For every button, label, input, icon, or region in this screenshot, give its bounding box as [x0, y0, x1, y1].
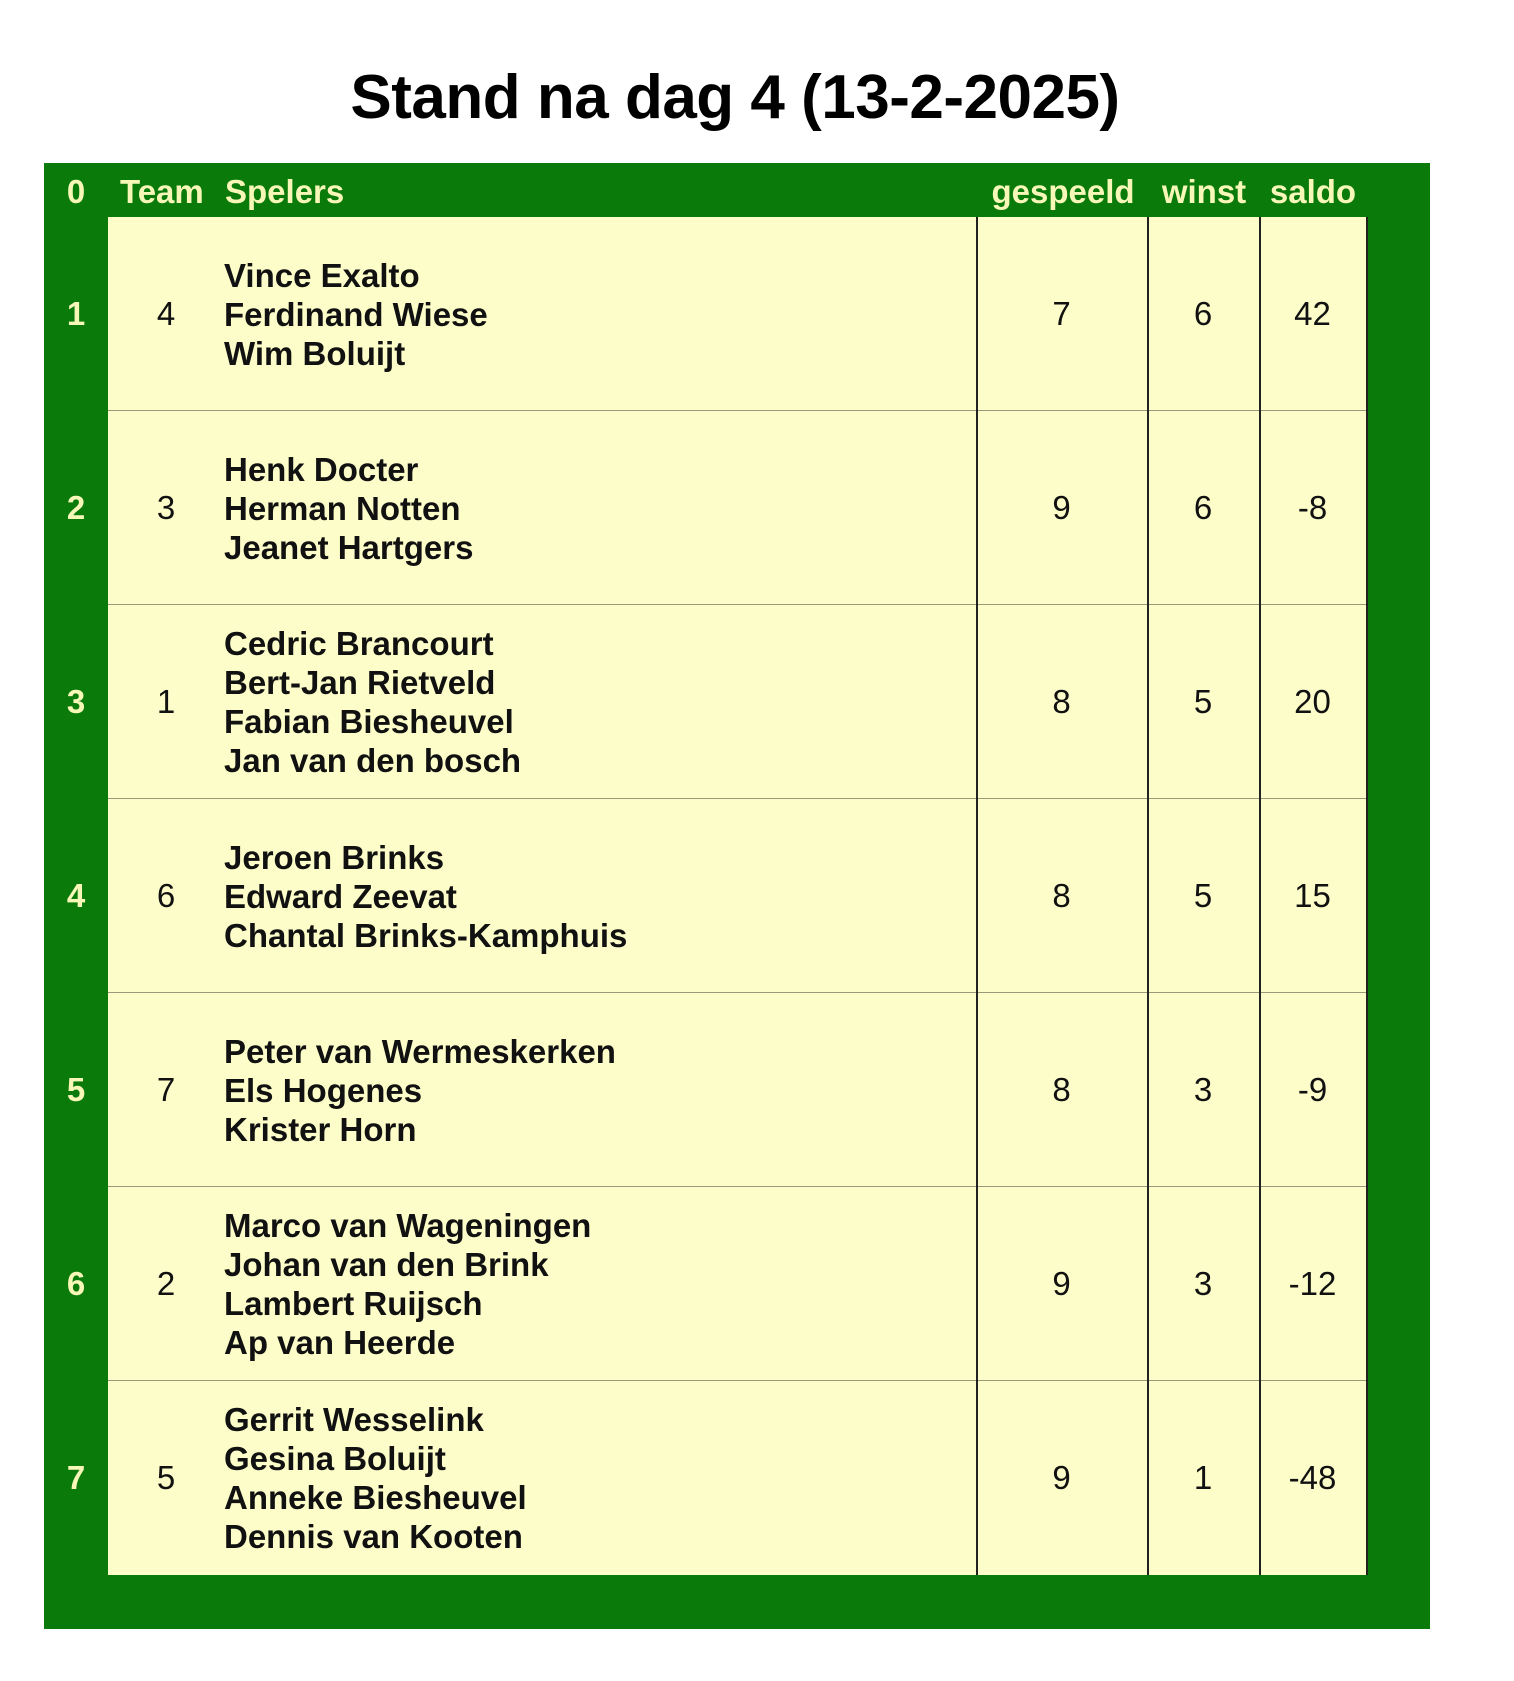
page-title: Stand na dag 4 (13-2-2025) [350, 63, 1120, 132]
player-name: Gerrit Wesselink [224, 1401, 484, 1438]
player-name: Vince Exalto [224, 256, 420, 294]
rank-number: 6 [66, 1265, 86, 1302]
player-name: Ap van Heerde [224, 1324, 456, 1361]
team-number: 1 [156, 683, 176, 720]
rank-number: 3 [66, 683, 86, 720]
point-balance: 42 [1294, 295, 1331, 332]
wins-count: 5 [1193, 877, 1213, 914]
player-list [224, 411, 473, 605]
player-name: Gesina Boluijt [224, 1440, 446, 1477]
table-row [108, 605, 1366, 799]
column-divider [1366, 217, 1368, 1575]
player-name: Wim Boluijt [224, 334, 406, 372]
games-played: 9 [1052, 1459, 1071, 1496]
player-list [224, 993, 616, 1187]
point-balance: -9 [1297, 1071, 1328, 1108]
player-name: Edward Zeevat [224, 877, 457, 915]
column-divider [1147, 217, 1149, 1575]
player-name: Jeanet Hartgers [224, 528, 474, 566]
player-name: Jan van den bosch [224, 742, 522, 779]
player-name: Krister Horn [224, 1110, 417, 1148]
point-balance: -8 [1297, 489, 1328, 526]
player-name: Fabian Biesheuvel [224, 703, 514, 740]
player-name: Ferdinand Wiese [224, 295, 488, 333]
wins-count: 3 [1193, 1071, 1213, 1108]
table-row [108, 217, 1366, 411]
rank-number: 2 [66, 489, 86, 526]
table-row [108, 993, 1366, 1187]
header-team: Team [120, 173, 204, 210]
player-name: Henk Docter [224, 450, 419, 488]
column-divider [1259, 217, 1261, 1575]
table-row [108, 1187, 1366, 1381]
player-name: Peter van Wermeskerken [224, 1032, 616, 1070]
point-balance: 15 [1294, 877, 1331, 914]
games-played: 9 [1052, 489, 1071, 526]
player-list [224, 217, 488, 411]
team-number: 3 [156, 489, 176, 526]
wins-count: 5 [1193, 683, 1213, 720]
player-name: Marco van Wageningen [224, 1207, 592, 1244]
wins-count: 6 [1193, 295, 1213, 332]
header-wins: winst [1161, 173, 1247, 210]
wins-count: 1 [1193, 1459, 1213, 1496]
team-number: 4 [156, 295, 176, 332]
table-row [108, 799, 1366, 993]
point-balance: -12 [1288, 1265, 1337, 1302]
player-list [224, 799, 627, 993]
player-list [224, 1381, 527, 1575]
rank-number: 4 [66, 877, 86, 914]
table-row [108, 1381, 1366, 1575]
games-played: 8 [1052, 877, 1071, 914]
player-name: Els Hogenes [224, 1071, 423, 1109]
header-played: gespeeld [991, 173, 1135, 210]
header-players: Spelers [225, 173, 345, 210]
team-number: 5 [156, 1459, 176, 1496]
games-played: 8 [1052, 1071, 1071, 1108]
player-name: Cedric Brancourt [224, 625, 494, 662]
column-divider [976, 217, 978, 1575]
standings-table [108, 217, 1366, 1575]
point-balance: 20 [1294, 683, 1331, 720]
point-balance: -48 [1288, 1459, 1337, 1496]
header-balance: saldo [1269, 173, 1357, 210]
player-list [224, 605, 521, 799]
table-row [108, 411, 1366, 605]
player-name: Bert-Jan Rietveld [224, 664, 496, 701]
team-number: 7 [156, 1071, 176, 1108]
player-list [224, 1187, 591, 1381]
player-name: Dennis van Kooten [224, 1518, 523, 1555]
player-name: Anneke Biesheuvel [224, 1479, 527, 1516]
rank-number: 1 [66, 295, 86, 332]
player-name: Jeroen Brinks [224, 838, 445, 876]
team-number: 2 [156, 1265, 176, 1302]
player-name: Lambert Ruijsch [224, 1285, 483, 1322]
player-name: Herman Notten [224, 489, 461, 527]
player-name: Chantal Brinks-Kamphuis [224, 916, 628, 954]
games-played: 8 [1052, 683, 1071, 720]
team-number: 6 [156, 877, 176, 914]
wins-count: 3 [1193, 1265, 1213, 1302]
player-name: Johan van den Brink [224, 1246, 549, 1283]
games-played: 9 [1052, 1265, 1071, 1302]
wins-count: 6 [1193, 489, 1213, 526]
rank-number: 5 [66, 1071, 86, 1108]
rank-number: 7 [66, 1459, 86, 1496]
games-played: 7 [1052, 295, 1071, 332]
header-rank: 0 [66, 173, 86, 210]
